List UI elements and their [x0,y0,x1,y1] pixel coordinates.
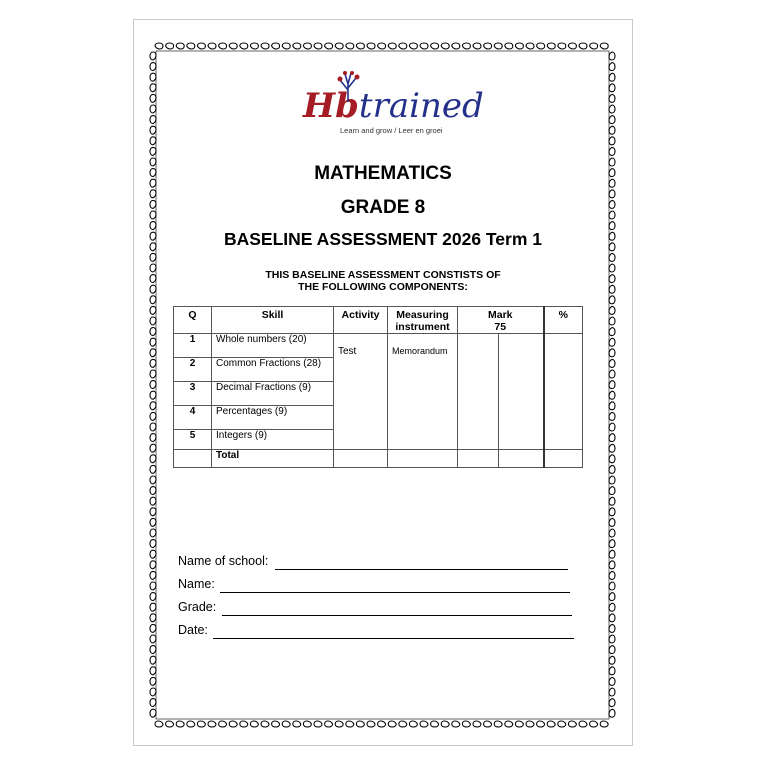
border-loop [229,43,237,49]
border-loop [609,624,615,632]
border-loop [150,253,156,261]
border-loop [409,43,417,49]
border-loop [609,656,615,664]
border-loop [150,571,156,579]
border-loop [150,306,156,314]
border-loop [150,391,156,399]
border-loop [282,43,290,49]
border-loop [609,338,615,346]
border-loop [609,603,615,611]
border-loop [325,43,333,49]
border-loop [150,667,156,675]
header-mark-line1: Mark [487,309,513,321]
row-skill: Integers (9) [212,430,334,450]
border-loop [314,43,322,49]
total-mark-b [499,450,544,468]
total-instrument-cell [388,450,458,468]
border-loop [609,84,615,92]
border-loop [346,721,354,727]
border-loop [399,721,407,727]
border-loop [272,43,280,49]
border-loop [150,444,156,452]
grade-field[interactable] [222,615,572,616]
border-loop [609,688,615,696]
border-loop [609,529,615,537]
border-loop [314,721,322,727]
border-loop [609,381,615,389]
border-loop [335,43,343,49]
border-loop [150,614,156,622]
border-loop [150,677,156,685]
border-loop [609,105,615,113]
border-loop [590,721,598,727]
border-loop [609,540,615,548]
border-loop [558,43,566,49]
border-loop [150,84,156,92]
border-loop [208,43,216,49]
logo-part-trained: trained [358,86,484,126]
header-q: Q [174,307,212,334]
grade-title: GRADE 8 [340,197,426,218]
border-loop [547,43,555,49]
row-skill: Decimal Fractions (9) [212,382,334,406]
border-loop [261,721,269,727]
border-loop [150,688,156,696]
border-loop [609,518,615,526]
border-loop [537,721,545,727]
border-loop [150,52,156,60]
border-loop [590,43,598,49]
border-loop [579,43,587,49]
border-loop [473,721,481,727]
border-loop [609,561,615,569]
border-loop [150,94,156,102]
border-loop [609,349,615,357]
border-loop [150,593,156,601]
border-loop [303,43,311,49]
border-loop [609,550,615,558]
border-loop [505,43,513,49]
border-loop [150,646,156,654]
border-loop [229,721,237,727]
border-loop [150,359,156,367]
header-mark-line2: 75 [494,321,507,333]
border-loop [431,43,439,49]
border-loop [293,43,301,49]
border-loop [547,721,555,727]
row-skill: Percentages (9) [212,406,334,430]
school-field[interactable] [275,569,568,570]
border-loop [452,43,460,49]
border-loop [431,721,439,727]
table-row [174,334,583,358]
border-loop [600,721,608,727]
header-measuring-line1: Measuring [396,309,449,321]
border-loop [609,63,615,71]
border-loop [609,147,615,155]
logo-part-hb: Hb [303,86,359,126]
border-loop [609,328,615,336]
border-loop [609,444,615,452]
border-loop [609,508,615,516]
border-loop [272,721,280,727]
row-q: 4 [174,406,212,430]
border-loop [409,721,417,727]
border-loop [150,624,156,632]
border-loop [609,571,615,579]
border-loop [609,709,615,717]
border-loop [609,699,615,707]
border-loop [150,126,156,134]
row-q: 2 [174,358,212,382]
border-loop [356,43,364,49]
border-loop [494,721,502,727]
total-activity-cell [334,450,388,468]
intro-line-1: THIS BASELINE ASSESSMENT CONSTISTS OF [265,269,501,281]
total-label: Total [212,450,334,468]
border-loop [609,391,615,399]
date-label: Date: [178,623,208,637]
name-label: Name: [178,577,215,591]
border-loop [609,465,615,473]
name-field[interactable] [220,592,570,593]
tree-logo-icon [330,70,366,104]
intro-line-2: THE FOLLOWING COMPONENTS: [298,281,468,293]
total-q-cell [174,450,212,468]
border-loop [609,116,615,124]
border-loop [367,43,375,49]
border-loop [150,465,156,473]
border-loop [293,721,301,727]
border-loop [609,412,615,420]
border-loop [150,137,156,145]
activity-cell: Test [334,334,388,450]
border-loop [187,43,195,49]
border-loop [609,52,615,60]
header-percent: % [544,307,583,334]
border-loop [505,721,513,727]
row-skill: Common Fractions (28) [212,358,334,382]
header-activity: Activity [334,307,388,334]
border-loop [515,721,523,727]
border-loop [150,423,156,431]
border-loop [462,43,470,49]
border-loop [150,73,156,81]
border-loop [150,317,156,325]
border-loop [600,43,608,49]
border-loop [150,338,156,346]
row-q: 3 [174,382,212,406]
border-loop [240,721,248,727]
border-loop [609,402,615,410]
border-loop [494,43,502,49]
border-loop [150,412,156,420]
border-loop [609,487,615,495]
border-loop [303,721,311,727]
border-loop [609,455,615,463]
school-label: Name of school: [178,554,269,568]
border-loop [150,328,156,336]
border-loop [176,43,184,49]
border-loop [150,550,156,558]
border-loop [150,561,156,569]
border-loop [399,43,407,49]
header-measuring-line2: instrument [395,321,450,333]
border-loop [335,721,343,727]
border-loop [609,126,615,134]
border-loop [250,721,258,727]
border-loop [150,582,156,590]
border-loop [609,253,615,261]
border-loop [609,94,615,102]
border-loop [150,455,156,463]
row-skill: Whole numbers (20) [212,334,334,358]
border-loop [240,43,248,49]
grade-label: Grade: [178,600,217,614]
total-mark-a [458,450,499,468]
border-loop [150,381,156,389]
border-loop [484,43,492,49]
border-loop [568,43,576,49]
border-loop [609,370,615,378]
assessment-title: BASELINE ASSESSMENT 2026 Term 1 [223,229,543,249]
border-loop [388,43,396,49]
border-loop [166,43,174,49]
border-loop [150,529,156,537]
border-loop [609,137,615,145]
border-loop [609,677,615,685]
border-loop [378,721,386,727]
border-loop [609,423,615,431]
border-loop [558,721,566,727]
border-loop [609,593,615,601]
logo-tagline: Learn and grow / Leer en groei [340,126,443,135]
border-loop [197,721,205,727]
border-loop [526,721,534,727]
border-loop [150,296,156,304]
border-loop [150,476,156,484]
border-loop [537,43,545,49]
header-skill: Skill [212,307,334,334]
border-loop [150,349,156,357]
border-loop [367,721,375,727]
border-loop [150,603,156,611]
border-loop [462,721,470,727]
border-loop [150,635,156,643]
instrument-cell: Memorandum [388,334,458,450]
border-loop [388,721,396,727]
border-loop [609,359,615,367]
border-loop [219,43,227,49]
border-loop [176,721,184,727]
border-loop [568,721,576,727]
total-percent [544,450,583,468]
subject-title: MATHEMATICS [314,163,452,184]
border-loop [150,497,156,505]
border-loop [150,402,156,410]
border-loop [378,43,386,49]
border-loop [150,116,156,124]
border-loop [441,721,449,727]
border-loop [609,434,615,442]
border-loop [150,370,156,378]
border-loop [187,721,195,727]
border-loop [526,43,534,49]
border-loop [609,306,615,314]
border-loop [150,508,156,516]
border-loop [150,105,156,113]
mark-cell-b [499,334,544,450]
border-loop [325,721,333,727]
border-loop [150,434,156,442]
border-loop [150,63,156,71]
border-loop [282,721,290,727]
border-loop [150,518,156,526]
border-loop [197,43,205,49]
table-total-row [174,450,583,468]
border-loop [208,721,216,727]
border-loop [150,487,156,495]
border-loop [609,667,615,675]
border-loop [609,614,615,622]
header-mark [458,307,544,334]
border-loop [609,497,615,505]
border-loop [420,43,428,49]
border-loop [484,721,492,727]
border-loop [150,709,156,717]
mark-cell-a [458,334,499,450]
row-q: 5 [174,430,212,450]
border-loop [155,43,163,49]
border-loop [515,43,523,49]
border-loop [609,635,615,643]
border-loop [261,43,269,49]
border-loop [219,721,227,727]
border-loop [609,73,615,81]
border-loop [609,582,615,590]
border-loop [420,721,428,727]
border-loop [609,296,615,304]
components-table [173,306,583,468]
date-field[interactable] [213,638,574,639]
border-loop [166,721,174,727]
border-loop [441,43,449,49]
border-loop [155,721,163,727]
border-loop [356,721,364,727]
table-header-row [174,307,583,334]
border-loop [150,147,156,155]
border-loop [150,699,156,707]
header-measuring [388,307,458,334]
percent-cell [544,334,583,450]
border-loop [150,540,156,548]
row-q: 1 [174,334,212,358]
border-loop [346,43,354,49]
border-loop [609,317,615,325]
border-loop [579,721,587,727]
border-loop [150,656,156,664]
border-loop [609,476,615,484]
border-loop [609,646,615,654]
border-loop [452,721,460,727]
border-loop [473,43,481,49]
border-loop [250,43,258,49]
